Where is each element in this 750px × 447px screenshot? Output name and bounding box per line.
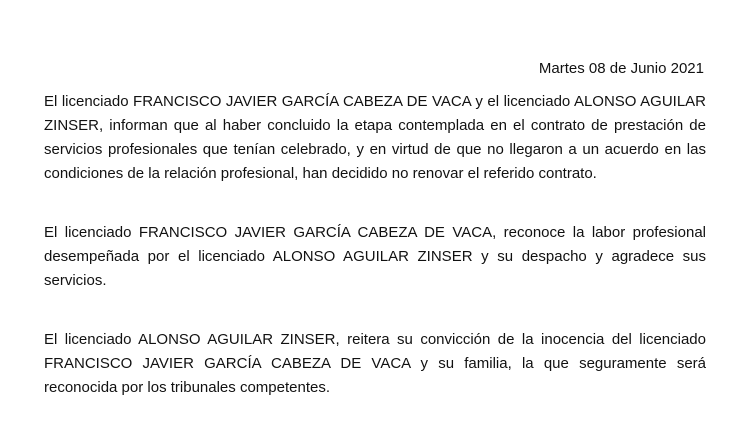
paragraph-1: El licenciado FRANCISCO JAVIER GARCÍA CABEZA DE VACA y el licenciado ALONSO AGUILAR ZINSER, informan que al haber concluido la etapa contemplada en el contrato de prestación de servicios profesionales que tenían celebrado, y en virtud de que no llegaron a un acuerdo en las condiciones de la relación profesional, han decidido no renovar el referido contrato. bbox=[44, 93, 706, 182]
document-date: Martes 08 de Junio 2021 bbox=[538, 60, 704, 77]
paragraph-2: El licenciado FRANCISCO JAVIER GARCÍA CABEZA DE VACA, reconoce la labor profesional desempeñada por el licenciado ALONSO AGUILAR ZINSER y su despacho y agradece sus servicios. bbox=[44, 224, 706, 289]
paragraph-3: El licenciado ALONSO AGUILAR ZINSER, reitera su convicción de la inocencia del licenciado FRANCISCO JAVIER GARCÍA CABEZA DE VACA y su familia, la que seguramente será reconocida por los tribunales competentes. bbox=[44, 331, 706, 396]
